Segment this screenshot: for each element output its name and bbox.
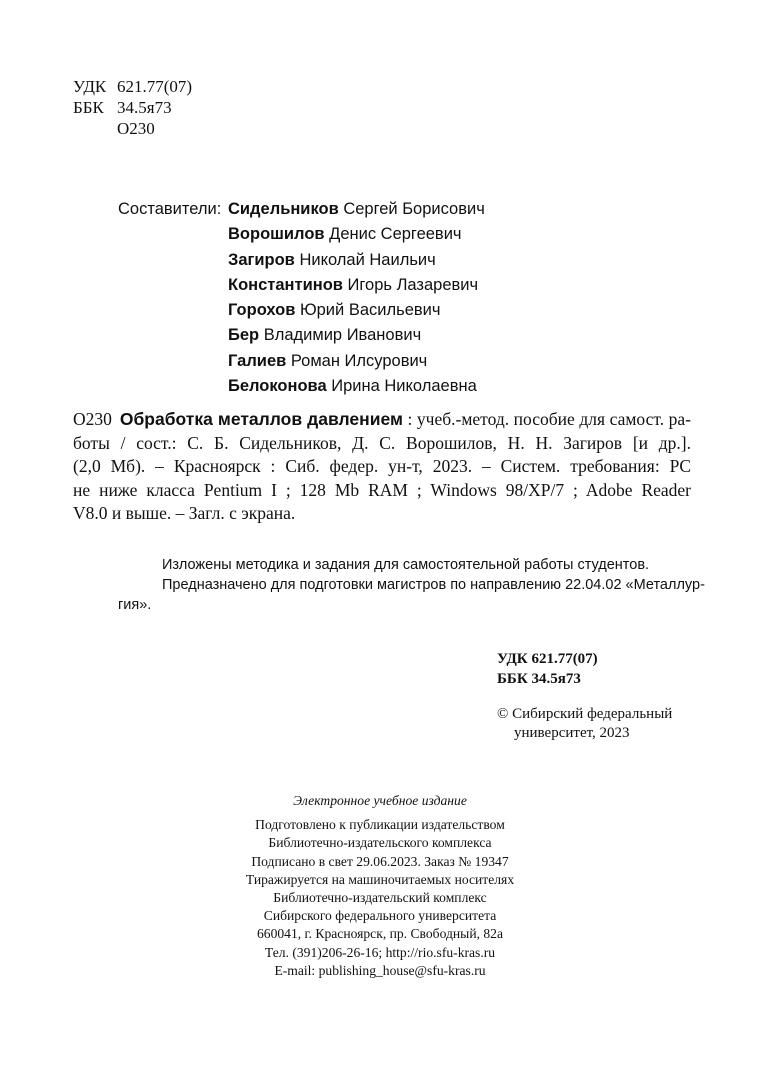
compiler-given-name: Владимир Иванович [263, 326, 422, 345]
annotation-line: боты / сост.: С. Б. Сидельников, Д. С. Ворошилов, Н. Н. Загиров [и др.]. [73, 432, 691, 453]
compiler-surname: Горохов [228, 301, 296, 320]
compilers-list [228, 197, 485, 399]
copyright-line: университет, 2023 [514, 725, 630, 741]
annotation-line [73, 408, 691, 432]
annotation-line: не ниже класса Pentium I ; 128 Mb RAM ; Windows 98/XP/7 ; Adobe Reader [73, 479, 691, 500]
summary-line: гия». [118, 597, 152, 613]
book-title: Обработка металлов давлением [119, 409, 403, 429]
compiler-given-name: Игорь Лазаревич [347, 275, 479, 294]
compiler-given-name: Ирина Николаевна [331, 377, 477, 396]
imprint-line: Сибирского федерального университета [263, 908, 497, 924]
annotation-line: V8.0 и выше. – Загл. с экрана. [73, 503, 296, 523]
compiler-entry [228, 298, 485, 323]
copyright-line: © Сибирский федеральный [497, 706, 673, 722]
compiler-surname: Сидельников [228, 200, 339, 218]
compiler-surname: Ворошилов [228, 225, 325, 244]
compiler-given-name: Николай Наильич [299, 250, 436, 269]
compiler-surname: Бер [228, 326, 260, 345]
compiler-surname: Галиев [228, 351, 287, 370]
compiler-surname: Константинов [228, 275, 343, 294]
compiler-given-name: Сергей Борисович [343, 200, 485, 218]
annotation-code: О230 [73, 409, 112, 429]
compiler-entry [228, 248, 485, 273]
udk-bottom: УДК 621.77(07) [497, 651, 598, 667]
imprint-block [200, 792, 560, 980]
imprint-line: Подготовлено к публикации издательством [255, 817, 505, 833]
copyright-notice [497, 705, 672, 743]
classification-codes-bottom [497, 649, 598, 689]
classification-codes [73, 76, 192, 139]
udk-row [73, 76, 192, 97]
summary-line: Предназначено для подготовки магистров по направлению 22.04.02 «Металлур- [162, 577, 705, 593]
compiler-given-name: Роман Илсурович [290, 351, 428, 370]
compilers-caption: Составители: [118, 200, 222, 218]
compiler-given-name: Юрий Васильевич [299, 301, 441, 320]
compiler-entry [228, 222, 485, 247]
imprint-line: Библиотечно-издательского комплекса [268, 835, 492, 851]
compiler-surname: Белоконова [228, 377, 327, 396]
edition-type: Электронное учебное издание [293, 793, 467, 808]
bbk-bottom: ББК 34.5я73 [497, 671, 581, 687]
compiler-given-name: Денис Сергеевич [329, 225, 462, 244]
author-sign: О230 [117, 119, 155, 138]
imprint-line: Тиражируется на машиночитаемых носителях [245, 871, 515, 887]
summary-line: Изложены методика и задания для самостоятельной работы студентов. [162, 557, 650, 573]
udk-value: 621.77(07) [117, 77, 193, 96]
bibliographic-annotation [73, 408, 691, 526]
annotation-line: (2,0 Мб). – Красноярск : Сиб. федер. ун-т, 2023. – Систем. требования: PC [73, 456, 691, 476]
imprint-line: Библиотечно-издательский комплекс [273, 890, 487, 906]
compiler-entry [228, 374, 485, 399]
imprint-line: 660041, г. Красноярск, пр. Свободный, 82а [256, 926, 504, 942]
summary-block [118, 555, 705, 615]
bbk-row [73, 97, 192, 118]
annotation-line-1-rest: : учеб.-метод. пособие для самост. ра- [402, 409, 691, 429]
compiler-surname: Загиров [228, 250, 295, 269]
imprint-line: Тел. (391)206-26-16; http://rio.sfu-kras.ru [264, 944, 496, 960]
udk-label: УДК [73, 77, 107, 96]
compiler-entry [228, 349, 485, 374]
bbk-value: 34.5я73 [117, 98, 172, 117]
compiler-entry [228, 323, 485, 348]
imprint-line: E-mail: publishing_house@sfu-kras.ru [274, 962, 486, 978]
compiler-entry [228, 273, 485, 298]
compiler-entry [228, 197, 485, 222]
bbk-label: ББК [73, 98, 104, 117]
imprint-line: Подписано в свет 29.06.2023. Заказ № 19347 [251, 853, 509, 869]
